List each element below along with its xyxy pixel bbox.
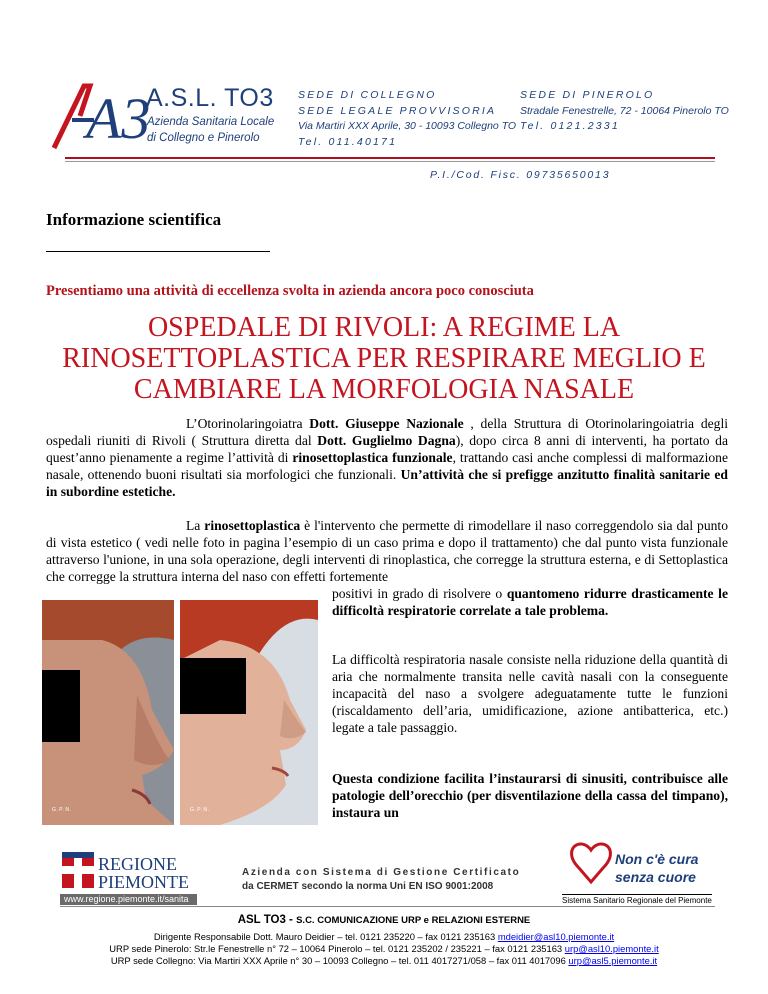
org-subtitle	[147, 114, 274, 146]
pinerolo-tel: Tel. 0121.2331	[520, 120, 620, 132]
email-link-deidier[interactable]: mdeidier@asl10.piemonte.it	[497, 931, 615, 942]
tax-code: P.I./Cod. Fisc. 09735650013	[430, 169, 611, 181]
photo-before	[42, 600, 174, 825]
regione-website[interactable]: www.regione.piemonte.it/sanita	[60, 894, 197, 905]
piemonte-word: PIEMONTE	[98, 872, 189, 892]
collegno-heading: SEDE DI COLLEGNO	[298, 89, 437, 101]
cert-line1: Azienda con Sistema di Gestione Certificato	[242, 867, 521, 878]
paragraph-1: L’Otorinolaringoiatra Dott. Giuseppe Nazionale , della Struttura di Otorinolaringoiatria degli ospedali riuniti di Rivoli ( Struttura diretta dal Dott. Guglielmo Dagna), dopo circa 8 anni di interventi, ha portato da quest’anno pienamente a regime l’attività di rinosettoplastica funzionale, trattando casi anche complessi di malformazione nasale, ottenendo buoni risultati sia morfologici che funzionali. Un’attività che si prefigge anzitutto finalità sanitarie ed in subordine estetiche.	[46, 416, 729, 499]
regione-piemonte-logo	[60, 848, 195, 894]
collegno-tel: Tel. 011.40171	[298, 135, 398, 148]
asl-label: ASL TO3	[237, 914, 286, 926]
org-name: A.S.L. TO3	[146, 84, 274, 112]
asl-logo-icon	[50, 80, 151, 151]
department: S.C. COMUNICAZIONE URP e RELAZIONI ESTERNE	[296, 915, 531, 926]
section-title: Informazione scientifica	[46, 210, 222, 229]
org-subtitle-line1: Azienda Sanitaria Locale	[147, 116, 275, 128]
pinerolo-heading: SEDE DI PINEROLO	[520, 89, 655, 101]
letterhead-grey-rule	[65, 161, 715, 162]
heart-line1: Non c'è cura	[615, 851, 699, 867]
contact-row-3: URP sede Collegno: Via Martiri XXX Aprile n° 30 – 10093 Collegno – tel. 011 4017271/058 – fax 011 4017096 urp@asl5.piemonte.it	[110, 955, 658, 966]
pinerolo-address	[520, 88, 729, 135]
contact-row-1: Dirigente Responsabile Dott. Mauro Deidier – tel. 0121 235220 – fax 0121 235163 mdeidier@asl10.piemonte.it	[153, 931, 615, 942]
contact-row-2: URP sede Pinerolo: Str.le Fenestrelle n° 72 – 10064 Pinerolo – tel. 0121 235202 / 235221 – fax 0121 235163 urp@asl10.piemonte.it	[109, 943, 659, 954]
paragraph-3: La difficoltà respiratoria nasale consiste nella riduzione della quantità di aria che normalmente transita nelle cavità nasali con la conseguente incapacità del naso a svolgere adeguatamente tutte le funzioni (riscaldamento dell’aria, umidificazione, azione antibatterica, etc.) legate a tale passaggio.	[332, 652, 728, 735]
footer-asl: ASL TO3 - S.C. COMUNICAZIONE URP e RELAZIONI ESTERNE	[237, 914, 531, 926]
ssr-caption: Sistema Sanitario Regionale del Piemonte	[562, 896, 712, 905]
collegno-street: Via Martiri XXX Aprile, 30 - 10093 Collegno TO	[298, 120, 517, 132]
logo-mark: A3	[86, 86, 151, 151]
heart-line2: senza cuore	[615, 869, 696, 885]
certification	[242, 866, 520, 894]
heart-icon	[572, 844, 611, 882]
footer-rule	[60, 906, 715, 907]
letterhead-red-rule	[65, 157, 715, 159]
collegno-legal: SEDE LEGALE PROVVISORIA	[298, 104, 497, 117]
email-link-urp-pinerolo[interactable]: urp@asl10.piemonte.it	[564, 943, 659, 954]
regione-word: REGIONE	[98, 854, 177, 874]
collegno-address	[298, 88, 516, 150]
cert-line2: da CERMET secondo la norma Uni EN ISO 9001:2008	[242, 881, 494, 892]
photo-after	[180, 600, 318, 825]
paragraph-2: La rinosettoplastica è l'intervento che permette di rimodellare il naso correggendolo sia dal punto di vista estetico ( vedi nelle foto in pagina l’esempio di un caso prima e dopo il trattamento) che dal punto vista funzionale attraverso l'unione, in una sola operazione, degli interventi di rinoplastica, che corregge la struttura esterna, e di Settoplastica che corregge la struttura interna del naso con effetti fortemente	[46, 518, 728, 584]
org-subtitle-line2: di Collegno e Pinerolo	[147, 132, 260, 144]
headline: OSPEDALE DI RIVOLI: A REGIME LA RINOSETTOPLASTICA PER RESPIRARE MEGLIO E CAMBIARE LA MORFOLOGIA NASALE	[62, 312, 706, 405]
email-link-urp-collegno[interactable]: urp@asl5.piemonte.it	[568, 955, 658, 966]
title-underline	[46, 251, 270, 252]
pinerolo-street: Stradale Fenestrelle, 72 - 10064 Pinerolo TO	[520, 104, 729, 117]
photo-before-tag: G.P.N.	[52, 807, 73, 813]
paragraph-2-cont: positivi in grado di risolvere o quantomeno ridurre drasticamente le difficoltà respiratorie correlate a tale problema.	[332, 586, 728, 618]
paragraph-4: Questa condizione facilita l’instaurarsi di sinusiti, contribuisce alle patologie dell’orecchio (per disventilazione della cassa del timpano), instaura un	[332, 771, 728, 820]
intro-line: Presentiamo una attività di eccellenza svolta in azienda ancora poco conosciuta	[46, 283, 534, 299]
photo-after-tag: G.P.N.	[190, 807, 211, 813]
heart-logo	[565, 838, 715, 898]
